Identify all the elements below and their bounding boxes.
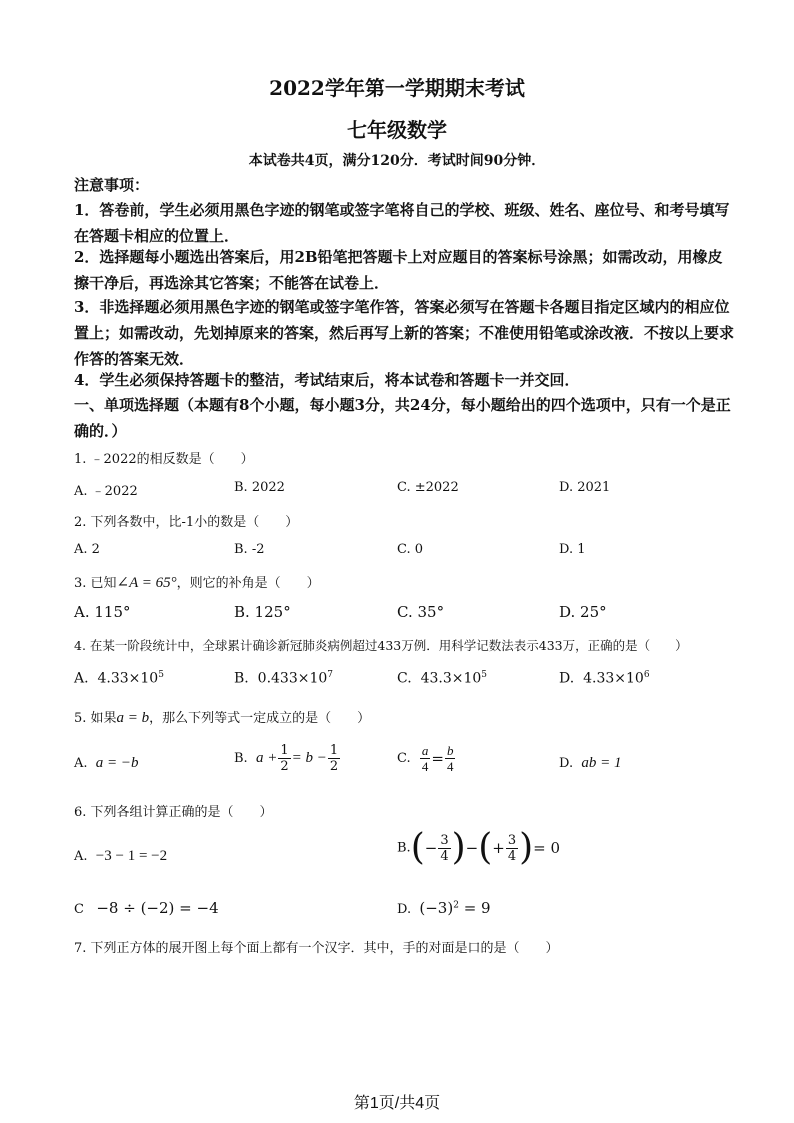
fraction-denominator: 4 <box>507 848 517 864</box>
question-7-stem: 7. 下列正方体的展开图上每个面上都有一个汉字．其中，手的对面是口的是（ ） <box>74 941 559 956</box>
question-1-option-a: A. ﹣2022 <box>74 484 138 499</box>
question-4-option-c <box>397 670 487 687</box>
fraction-denominator: 2 <box>280 759 289 774</box>
exam-title: 2022学年第一学期期末考试 <box>269 76 525 100</box>
option-label: B. <box>234 751 248 766</box>
option-expression-left: a + <box>255 750 278 766</box>
fraction <box>328 743 340 774</box>
question-5-option-d <box>559 755 621 772</box>
question-1-stem: 1. ﹣2022的相反数是（ ） <box>74 452 254 467</box>
option-label: B. <box>234 670 249 687</box>
question-2-option-a: A. 2 <box>74 542 100 557</box>
question-6-option-b <box>397 827 561 868</box>
fraction-numerator: 3 <box>507 832 517 848</box>
option-expression: −3 − 1 = −2 <box>95 848 168 864</box>
fraction-numerator: 1 <box>280 743 289 758</box>
question-5-stem <box>74 707 370 727</box>
question-3-stem-pre: 3. 已知 <box>74 576 117 591</box>
option-exponent: 7 <box>327 670 334 680</box>
option-label: A. <box>74 849 88 864</box>
option-sign: + <box>492 839 505 857</box>
right-paren-icon: ) <box>519 827 534 868</box>
fraction-numerator: a <box>421 743 429 758</box>
question-3-option-b: B. 125° <box>234 603 291 621</box>
question-5-option-b <box>234 743 341 774</box>
right-paren-icon: ) <box>451 827 466 868</box>
question-4-option-d <box>559 670 650 687</box>
question-5-option-c <box>397 743 456 774</box>
option-exponent: 2 <box>453 900 459 911</box>
option-base: (−3) <box>419 899 454 917</box>
fraction <box>506 833 518 864</box>
option-label: D. <box>559 756 574 771</box>
option-value: 43.3×10 <box>420 670 482 687</box>
question-2-option-b: B. -2 <box>234 542 265 557</box>
note-item-1: 1．答卷前，学生必须用黑色字迹的钢笔或签字笔将自己的学校、班级、姓名、座位号、和考号填写在答题卡相应的位置上． <box>74 201 730 245</box>
question-6-option-c <box>74 899 219 917</box>
fraction-denominator: 2 <box>329 759 339 774</box>
note-item-3: 3．非选择题必须用黑色字迹的钢笔或签字笔作答，答案必须写在答题卡各题目指定区域内的相应位置上；如需改动，先划掉原来的答案，然后再写上新的答案；不准使用铅笔或涂改液．不按以上要求作答的答案无效． <box>74 298 735 368</box>
option-exponent: 6 <box>643 670 650 680</box>
question-4-option-b <box>234 670 333 687</box>
option-label: B. <box>397 840 411 856</box>
option-operator: − <box>465 839 479 857</box>
question-3-angle: ∠A = 65° <box>116 575 177 591</box>
option-expression-mid: = <box>431 749 444 768</box>
question-3-option-d: D. 25° <box>559 603 607 621</box>
note-item-2: 2．选择题每小题选出答案后，用2B铅笔把答题卡上对应题目的答案标号涂黑；如需改动，用橡皮擦干净后，再选涂其它答案；不能答在试卷上． <box>74 248 723 292</box>
option-rhs: = 9 <box>463 899 491 917</box>
option-label: C. <box>397 751 411 766</box>
question-2-option-c: C. 0 <box>397 542 424 557</box>
question-1-option-d: D. 2021 <box>559 480 611 495</box>
option-label: D. <box>397 902 412 917</box>
option-expression-mid: = b − <box>291 750 327 766</box>
option-value: 4.33×10 <box>583 670 644 687</box>
option-value: 0.433×10 <box>257 670 328 687</box>
fraction <box>445 743 456 774</box>
option-expression: ab = 1 <box>581 755 622 771</box>
fraction <box>420 743 431 774</box>
option-sign: − <box>424 839 438 857</box>
fraction-numerator: 3 <box>440 832 449 848</box>
option-value: 4.33×10 <box>97 670 159 687</box>
question-5-condition: a = b <box>116 710 150 726</box>
note-item-4: 4．学生必须保持答题卡的整洁，考试结束后，将本试卷和答题卡一并交回． <box>74 371 580 389</box>
question-6-option-a <box>74 848 167 865</box>
fraction-numerator: b <box>446 743 454 758</box>
question-3-option-c: C. 35° <box>397 603 445 621</box>
option-exponent: 5 <box>158 670 164 680</box>
question-3-stem-post: ，则它的补角是（ ） <box>176 576 320 591</box>
question-4-stem: 4. 在某一阶段统计中，全球累计确诊新冠肺炎病例超过433万例．用科学记数法表示433万，正确的是（ ） <box>74 638 688 653</box>
fraction-denominator: 4 <box>440 848 449 864</box>
option-label: C. <box>397 670 412 687</box>
fraction-denominator: 4 <box>421 759 429 774</box>
question-6-option-d <box>397 899 491 917</box>
question-2-option-d: D. 1 <box>559 542 586 557</box>
question-1-option-b: B. 2022 <box>234 480 285 495</box>
question-5-option-a <box>74 755 139 772</box>
notes-heading: 注意事项： <box>74 176 150 194</box>
left-paren-icon: ( <box>478 827 493 868</box>
fraction-numerator: 1 <box>329 743 339 758</box>
left-paren-icon: ( <box>410 827 425 868</box>
question-5-stem-post: ，那么下列等式一定成立的是（ ） <box>149 711 371 726</box>
option-label: A. <box>74 670 89 687</box>
question-3-stem <box>74 572 320 592</box>
fraction <box>438 833 450 864</box>
exam-subject: 七年级数学 <box>347 118 447 142</box>
option-exponent: 5 <box>481 670 488 680</box>
question-3-option-a: A. 115° <box>74 603 131 621</box>
question-4-option-a <box>74 670 164 687</box>
option-label: A. <box>74 756 88 771</box>
fraction <box>278 743 290 774</box>
exam-info: 本试卷共4页，满分120分．考试时间90分钟． <box>248 153 546 169</box>
option-expression: a = −b <box>95 755 139 771</box>
question-1-option-c: C. ±2022 <box>397 480 459 495</box>
section-heading: 一、单项选择题（本题有8个小题，每小题3分，共24分，每小题给出的四个选项中，只有一个是正确的．） <box>74 396 731 440</box>
question-6-stem: 6. 下列各组计算正确的是（ ） <box>74 805 273 820</box>
question-2-stem: 2. 下列各数中，比-1小的数是（ ） <box>74 515 299 530</box>
question-5-stem-pre: 5. 如果 <box>74 711 117 726</box>
option-label: C <box>74 902 84 917</box>
fraction-denominator: 4 <box>446 759 454 774</box>
page-number: 第1页/共4页 <box>353 1095 441 1112</box>
option-rhs: = 0 <box>533 839 561 857</box>
option-expression: −8 ÷ (−2) = −4 <box>96 899 219 917</box>
option-label: D. <box>559 670 575 687</box>
